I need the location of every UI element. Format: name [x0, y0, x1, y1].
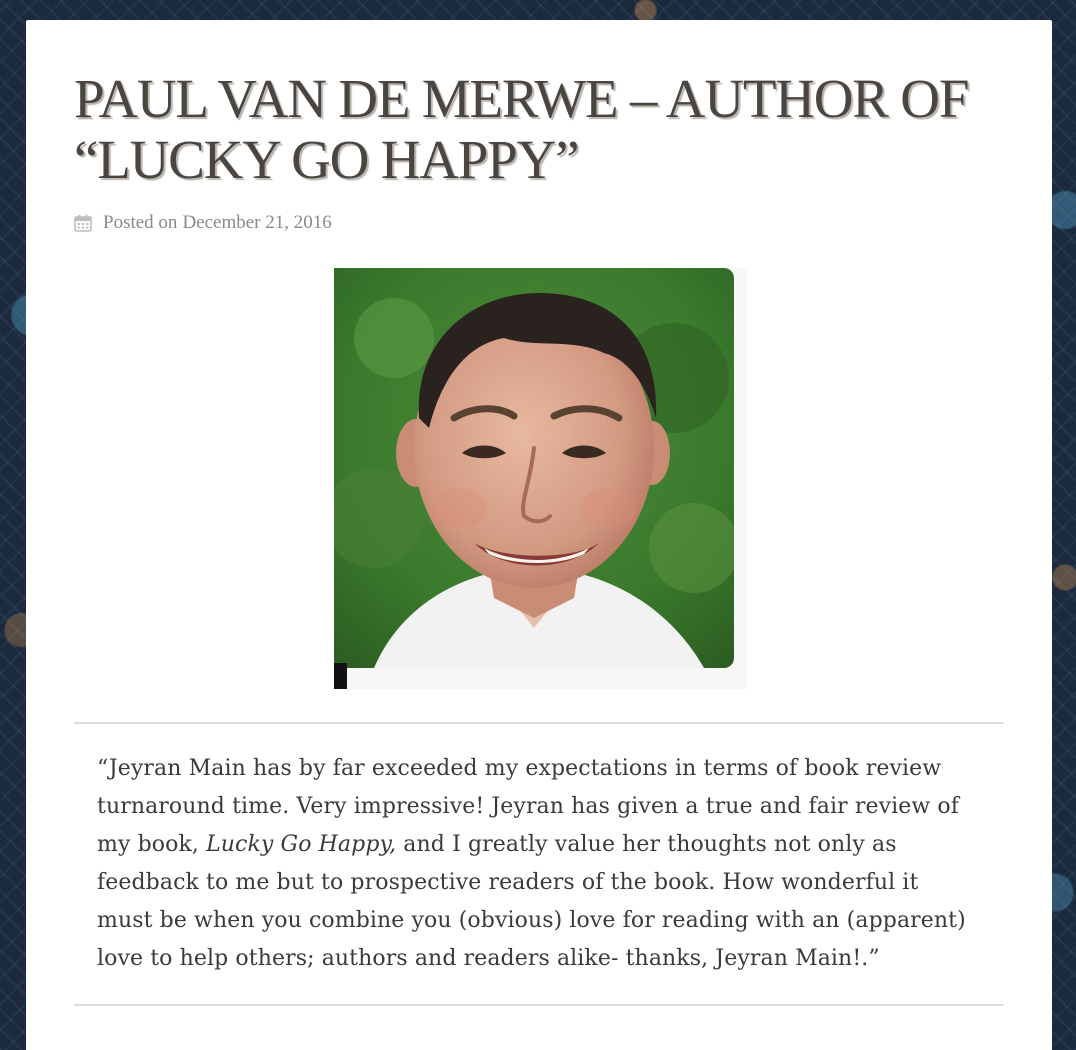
- quote-book-title: Lucky Go Happy,: [206, 832, 397, 857]
- post-date-link[interactable]: December 21, 2016: [182, 212, 332, 233]
- photo-edge-mark: [334, 663, 347, 689]
- post-meta: [74, 210, 1004, 236]
- author-photo-frame: [334, 268, 747, 689]
- quote-text-start: “Jeyran Main has by far exceeded my expectations in terms of book review turnaround time. Very impressive! Jeyran has given a true and fair review of my book,: [97, 756, 959, 857]
- quote-text-end: and I greatly value her thoughts not only as feedback to me but to prospective readers of the book. How wonderful it must be when you combine you (obvious) love for reading with an (apparent) love to help others; authors and readers alike- thanks, Jeyran Main!.”: [97, 832, 966, 971]
- post-title: PAUL VAN DE MERWE – AUTHOR OF “LUCKY GO HAPPY”: [74, 68, 969, 190]
- divider-bottom: [74, 1004, 1004, 1006]
- posted-on-label: Posted on: [103, 212, 178, 233]
- calendar-icon: [74, 214, 92, 232]
- author-photo: [334, 268, 734, 668]
- post-card: [26, 20, 1052, 1050]
- testimonial-quote: [74, 724, 1004, 1004]
